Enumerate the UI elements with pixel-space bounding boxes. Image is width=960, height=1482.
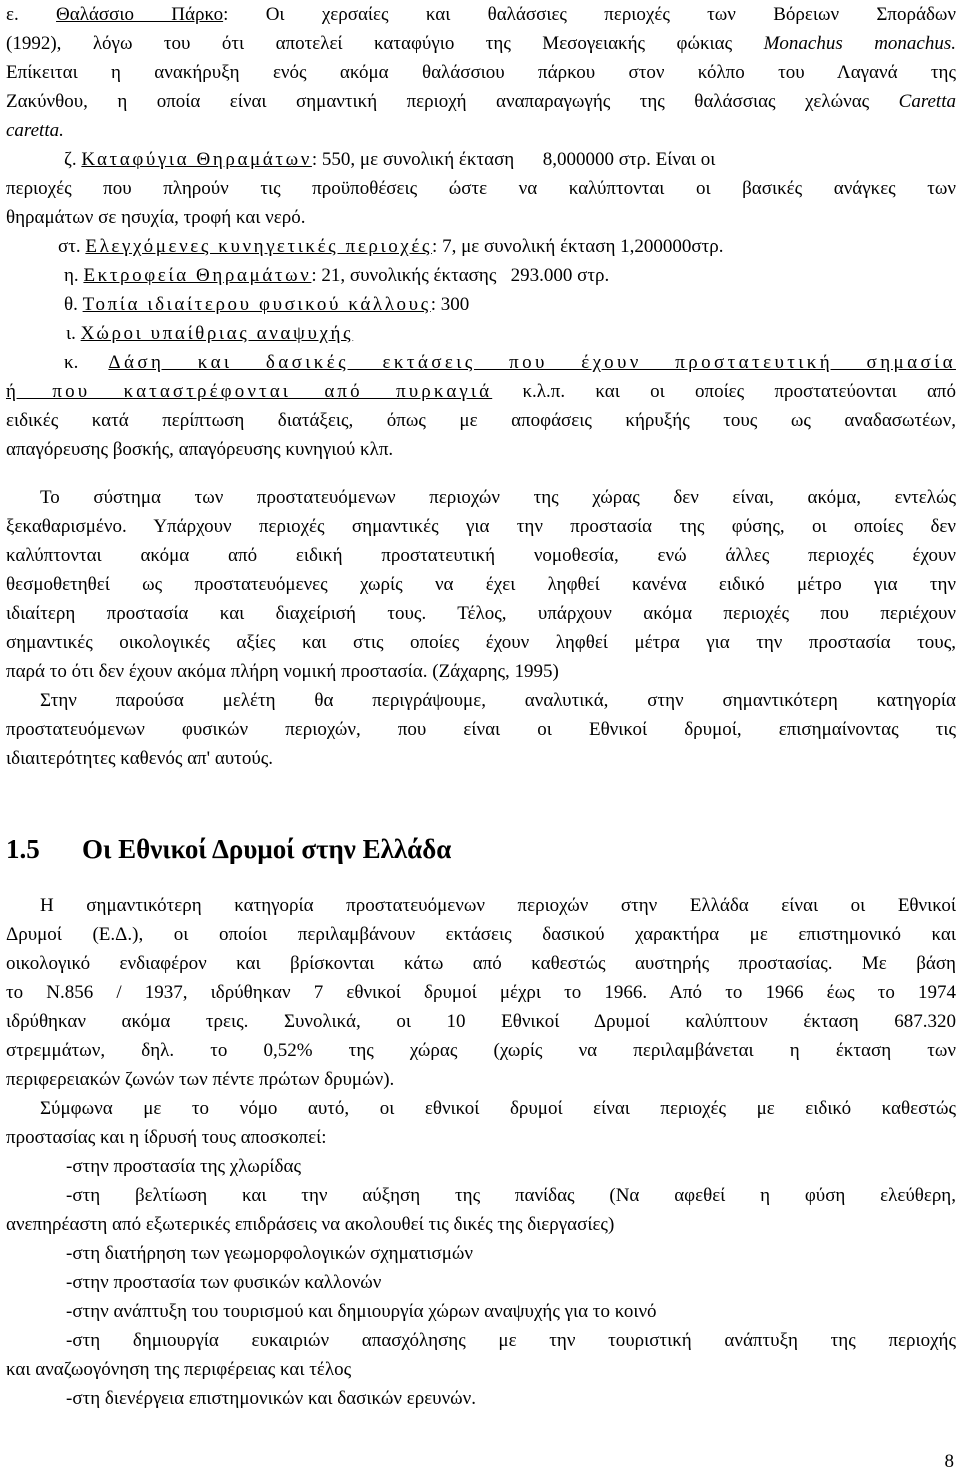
list-item-k-line: απαγόρευσης βοσκής, απαγόρευσης κυνηγιού κλπ. xyxy=(6,439,394,460)
item-title: ή που καταστρέφονται από πυρκαγιά xyxy=(6,381,493,402)
paragraph xyxy=(6,891,956,1094)
species-name: Monachus monachus. xyxy=(763,33,957,54)
item-title: Ελεγχόμενες κυνηγετικές περιοχές xyxy=(85,236,433,257)
list-item-e-line: ε. Θαλάσσιο Πάρκο: Οι χερσαίες και θαλάσσιες περιοχές των Βόρειων Σποράδων xyxy=(6,4,956,25)
list-item-e xyxy=(6,0,956,145)
list-item-z xyxy=(6,145,956,174)
purpose-list xyxy=(6,1152,956,1413)
item-title: Χώροι υπαίθριας αναψυχής xyxy=(80,323,354,344)
list-item-k xyxy=(6,348,956,464)
list-item-z-line: ζ. Καταφύγια Θηραμάτων: 550, με συνολική έκταση 8,000000 στρ. Είναι οι xyxy=(64,149,716,170)
list-item-e-line: Επίκειται η ανακήρυξη ενός ακόμα θαλάσσιου πάρκου στον κόλπο του Λαγανά της xyxy=(6,62,956,83)
paragraph-line: περιφερειακών ζωνών των πέντε πρώτων δρυμών). xyxy=(6,1069,395,1090)
list-item-e-line xyxy=(6,116,956,145)
purpose-item-continuation: ανεπηρέαστη από εξωτερικές επιδράσεις να ακολουθεί τις δικές της διεργασίες) xyxy=(6,1214,615,1235)
paragraph-line: Στην παρούσα μελέτη θα περιγράψουμε, αναλυτικά, στην σημαντικότερη κατηγορία xyxy=(40,690,956,711)
paragraph-line: ιδρύθηκαν ακόμα τρεις. Συνολικά, οι 10 Εθνικοί Δρυμοί καλύπτουν έκταση 687.320 xyxy=(6,1011,956,1032)
paragraph-line: προστασίας και η ίδρυσή τους αποσκοπεί: xyxy=(6,1127,327,1148)
list-item-e-line: Ζακύνθου, η οποία είναι σημαντική περιοχή αναπαραγωγής της θαλάσσιας χελώνας Caretta xyxy=(6,91,956,112)
purpose-item: -στη διενέργεια επιστημονικών και δασικών ερευνών. xyxy=(66,1388,477,1409)
page-number: 8 xyxy=(944,1451,954,1472)
paragraph-line: προστατευόμενων φυσικών περιοχών, που είναι οι Εθνικοί δρυμοί, επισημαίνοντας τις xyxy=(6,719,956,740)
item-title: Εκτροφεία Θηραμάτων xyxy=(83,265,312,286)
paragraph-line: το Ν.856 / 1937, ιδρύθηκαν 7 εθνικοί δρυμοί μέχρι το 1966. Από το 1966 έως το 1974 xyxy=(6,982,956,1003)
purpose-item: -στη δημιουργία ευκαιριών απασχόλησης με την τουριστική ανάπτυξη της περιοχής xyxy=(66,1330,956,1351)
list-item-k-line: ειδικές κατά περίπτωση διατάξεις, όπως με αποφάσεις κήρυξής τους ως αναδασωτέων, xyxy=(6,410,956,431)
species-name: caretta. xyxy=(6,120,64,141)
paragraph-line: θεσμοθετηθεί ως προστατευόμενες χωρίς να έχει ληφθεί κανένα ειδικό μέτρο για την xyxy=(6,574,956,595)
list-item-z-line: θηραμάτων σε ησυχία, τροφή και νερό. xyxy=(6,207,306,228)
list-item-k-line: ή που καταστρέφονται από πυρκαγιά κ.λ.π. και οι οποίες προστατεύονται από xyxy=(6,381,956,402)
list-item-e-line: (1992), λόγω του ότι αποτελεί καταφύγιο της Μεσογειακής φώκιας Monachus monachus. xyxy=(6,33,957,54)
purpose-item: -στην προστασία των φυσικών καλλονών xyxy=(66,1272,382,1293)
paragraph-line: στρεμμάτων, δηλ. το 0,52% της χώρας (χωρίς να περιλαμβάνεται η έκταση των xyxy=(6,1040,956,1061)
item-title: Θαλάσσιο Πάρκο xyxy=(56,4,224,25)
purpose-item: -στην ανάπτυξη του τουρισμού και δημιουργία χώρων αναψυχής για το κοινό xyxy=(66,1301,657,1322)
list-item-th: θ. Τοπία ιδιαίτερου φυσικού κάλλους: 300 xyxy=(64,294,470,315)
paragraph xyxy=(6,686,956,773)
species-name: Caretta xyxy=(898,91,956,112)
section-number: 1.5 xyxy=(6,834,40,864)
paragraph-line: Το σύστημα των προστατευόμενων περιοχών της χώρας δεν είναι, ακόμα, εντελώς xyxy=(40,487,956,508)
paragraph xyxy=(6,1094,956,1152)
paragraph-line: ξεκαθαρισμένο. Υπάρχουν περιοχές σημαντικές για την προστασία της φύσης, οι οποίες δεν xyxy=(6,516,956,537)
paragraph xyxy=(6,483,956,686)
paragraph-line: Η σημαντικότερη κατηγορία προστατευόμενων περιοχών στην Ελλάδα είναι οι Εθνικοί xyxy=(40,895,956,916)
list-item-k-line: κ. Δάση και δασικές εκτάσεις που έχουν προστατευτική σημασία xyxy=(64,352,956,373)
list-item-st: στ. Ελεγχόμενες κυνηγετικές περιοχές: 7, με συνολική έκταση 1,200000στρ. xyxy=(58,236,724,257)
list-item-io: ι. Χώροι υπαίθριας αναψυχής xyxy=(66,323,354,344)
purpose-item-continuation: και αναζωογόνηση της περιφέρειας και τέλος xyxy=(6,1359,352,1380)
item-title: Καταφύγια Θηραμάτων xyxy=(81,149,312,170)
list-item-i: η. Εκτροφεία Θηραμάτων: 21, συνολικής έκτασης 293.000 στρ. xyxy=(64,265,610,286)
section-heading xyxy=(6,832,956,866)
paragraph-line: καλύπτονται ακόμα από ειδική προστατευτική νομοθεσία, ενώ άλλες περιοχές έχουν xyxy=(6,545,956,566)
paragraph-line: ιδιαιτερότητες καθενός απ' αυτούς. xyxy=(6,748,274,769)
paragraph-line: ιδιαίτερη προστασία και διαχείρισή τους. Τέλος, υπάρχουν ακόμα περιοχές που περιέχουν xyxy=(6,603,956,624)
purpose-item: -στην προστασία της χλωρίδας xyxy=(66,1156,301,1177)
paragraph-line: παρά το ότι δεν έχουν ακόμα πλήρη νομική προστασία. (Ζάχαρης, 1995) xyxy=(6,661,559,682)
item-title: Τοπία ιδιαίτερου φυσικού κάλλους xyxy=(82,294,431,315)
list-item-z-line: περιοχές που πληρούν τις προϋποθέσεις ώστε να καλύπτονται οι βασικές ανάγκες των xyxy=(6,178,956,199)
paragraph-line: Σύμφωνα με το νόμο αυτό, οι εθνικοί δρυμοί είναι περιοχές με ειδικό καθεστώς xyxy=(40,1098,956,1119)
document-page xyxy=(6,0,956,1413)
paragraph-line: σημαντικές οικολογικές αξίες και στις οποίες έχουν ληφθεί μέτρα για την προστασία τους, xyxy=(6,632,956,653)
item-title: Δάση και δασικές εκτάσεις που έχουν προστατευτική σημασία xyxy=(108,352,956,373)
paragraph-line: οικολογικό ενδιαφέρον και βρίσκονται κάτω από καθεστώς αυστηρής προστασίας. Με βάση xyxy=(6,953,956,974)
paragraph-line: Δρυμοί (Ε.Δ.), οι οποίοι περιλαμβάνουν εκτάσεις δασικού χαρακτήρα με επιστημονικό και xyxy=(6,924,956,945)
purpose-item: -στη βελτίωση και την αύξηση της πανίδας (Να αφεθεί η φύση ελεύθερη, xyxy=(66,1185,956,1206)
purpose-item: -στη διατήρηση των γεωμορφολογικών σχηματισμών xyxy=(66,1243,473,1264)
section-title: Οι Εθνικοί Δρυμοί στην Ελλάδα xyxy=(82,834,452,864)
